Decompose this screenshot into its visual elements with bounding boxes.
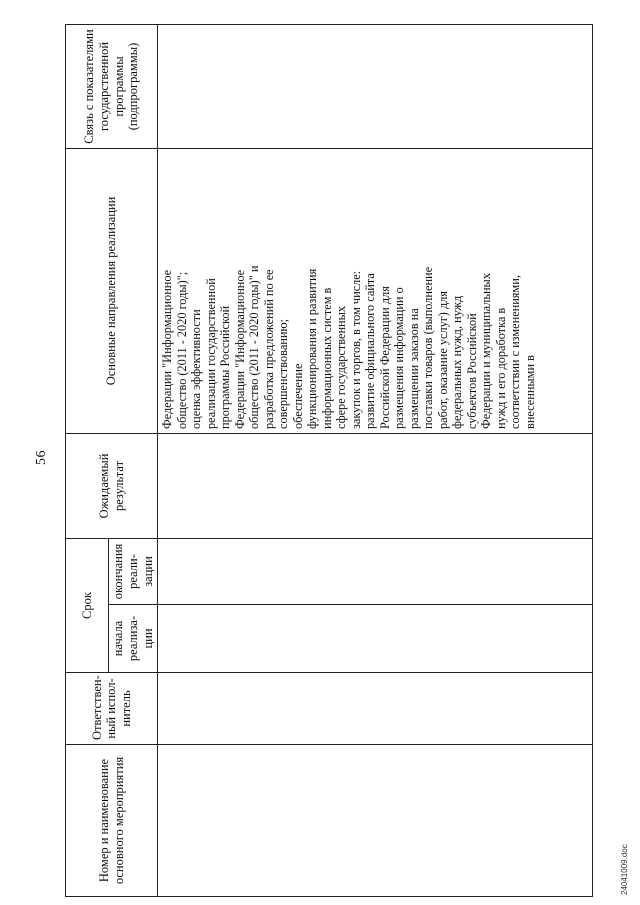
header-term: Срок (66, 538, 109, 672)
program-events-table (65, 24, 593, 897)
cell-event (158, 745, 593, 897)
cell-executor (158, 673, 593, 745)
header-event: Номер и наименование основного мероприятия (66, 745, 158, 897)
header-link-indicators: Связь с показателями государственной программы (подпрограммы) (66, 24, 158, 148)
header-result: Ожидаемый результат (66, 433, 158, 538)
header-term-start: начала реализа-ции (109, 605, 158, 673)
header-executor: Ответствен-ный испол-нитель (66, 673, 158, 745)
cell-result (158, 433, 593, 538)
header-row-top (66, 24, 109, 896)
cell-term-start (158, 605, 593, 673)
header-directions: Основные направления реализации (66, 148, 158, 433)
document-file-code: 24041009.doc (620, 844, 629, 895)
cell-term-end (158, 538, 593, 604)
cell-directions: Федерации "Информационное общество (2011 - 2020 годы)"; оценка эффективности реализации государственной программы Российской Федерации "Информационное общество (2011 - 2020 годы)" и разработка предложений по ее совершенствованию; обеспечение функционирования и развития информационных систем в сфере государственных закупок и торгов, в том числе: развитие официального сайта Российской Федерации для размещения информации о размещении заказов на поставки товаров (выполнение работ, оказание услуг) для федеральных нужд, нужд субъектов Российской Федерации и муниципальных нужд и его доработка в соответствии с изменениями, внесенными в (158, 148, 593, 433)
page-number: 56 (34, 450, 49, 465)
header-term-end: окончания реали-зации (109, 538, 158, 604)
table-row (158, 24, 593, 896)
cell-link-indicators (158, 24, 593, 148)
